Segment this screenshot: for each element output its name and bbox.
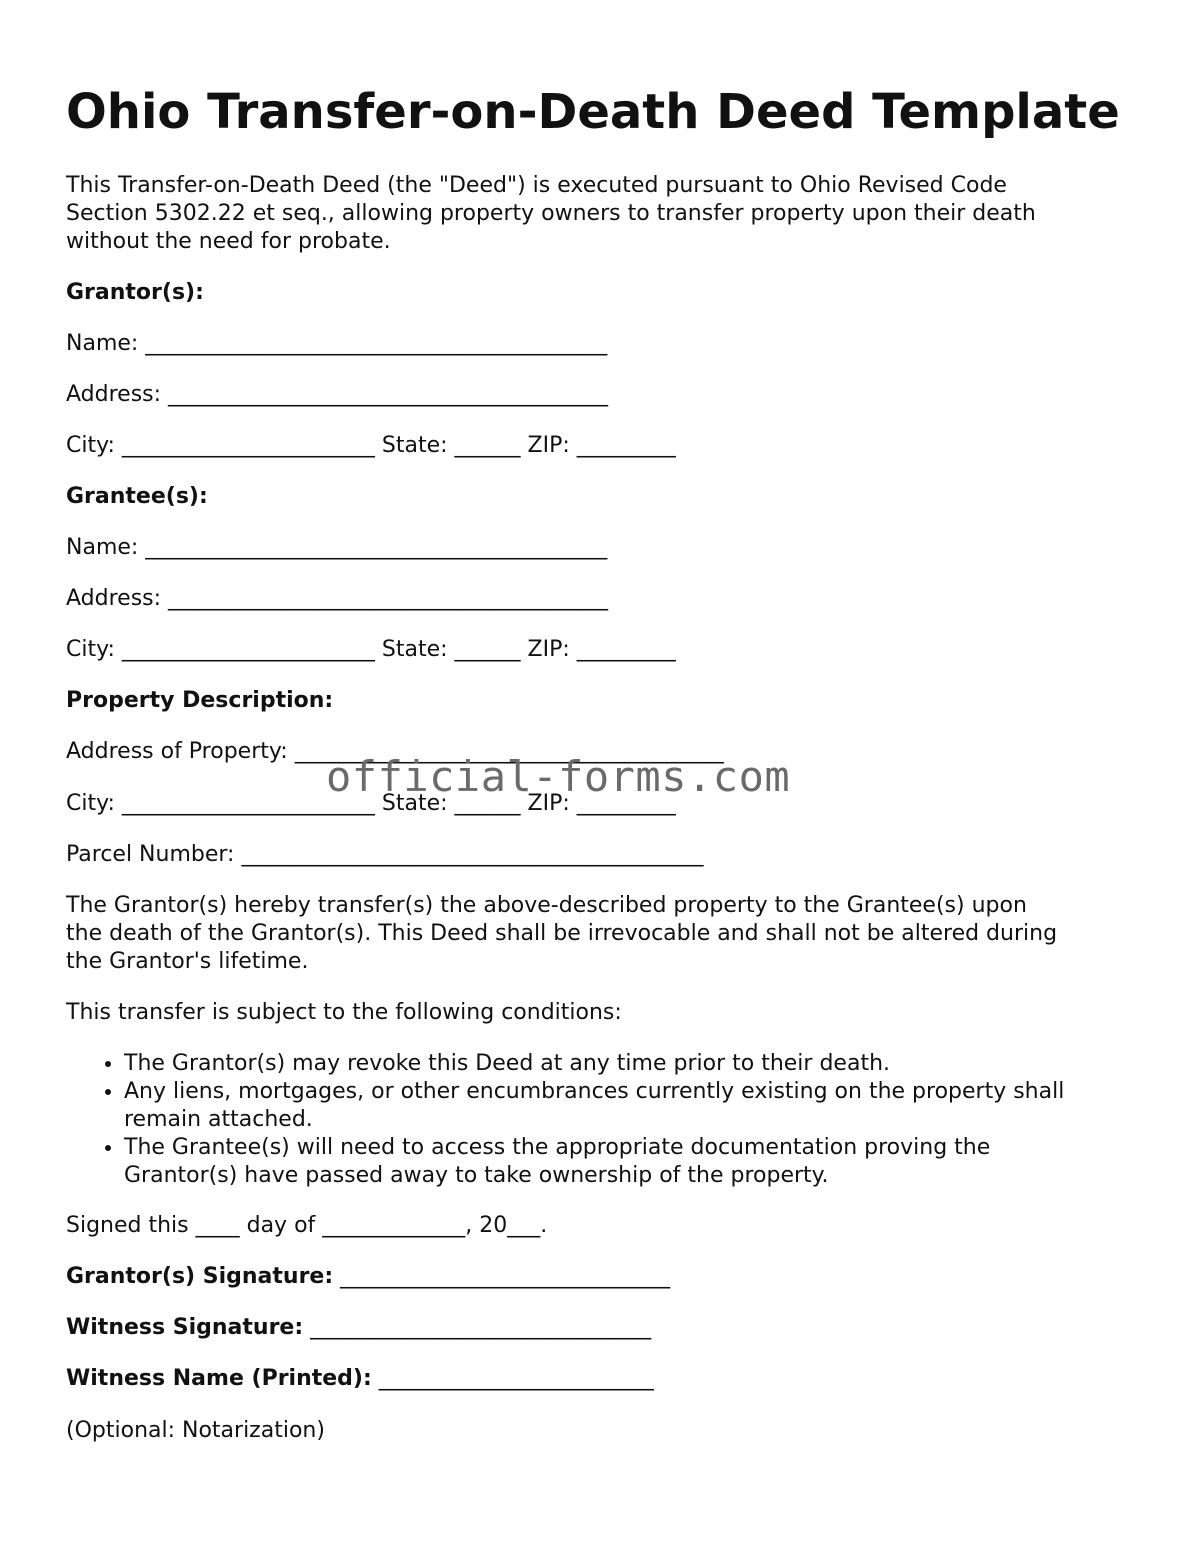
grantor-address-field[interactable]: Address: ________________________________________ bbox=[66, 382, 609, 407]
optional-notarization-note: (Optional: Notarization) bbox=[66, 1418, 325, 1443]
grantee-address-field[interactable]: Address: ________________________________________ bbox=[66, 586, 609, 611]
grantor-signature-label: Grantor(s) Signature: bbox=[66, 1264, 334, 1289]
transfer-line: the death of the Grantor(s). This Deed shall be irrevocable and shall not be altered during bbox=[66, 921, 1058, 946]
witness-name-label: Witness Name (Printed): bbox=[66, 1366, 372, 1391]
condition-line: Any liens, mortgages, or other encumbrances currently existing on the property shall bbox=[124, 1079, 1065, 1104]
transfer-line: the Grantor's lifetime. bbox=[66, 949, 309, 974]
witness-name-row bbox=[66, 1365, 654, 1393]
intro-line: without the need for probate. bbox=[66, 229, 391, 254]
witness-signature-row bbox=[66, 1314, 651, 1342]
witness-signature-field[interactable]: _______________________________ bbox=[310, 1315, 652, 1340]
condition-line: Grantor(s) have passed away to take ownership of the property. bbox=[124, 1163, 829, 1188]
witness-signature-label: Witness Signature: bbox=[66, 1315, 304, 1340]
witness-name-field[interactable]: _________________________ bbox=[378, 1366, 654, 1391]
list-item bbox=[124, 1078, 1064, 1134]
transfer-line: The Grantor(s) hereby transfer(s) the above-described property to the Grantee(s) upon bbox=[66, 893, 1027, 918]
intro-line: Section 5302.22 et seq., allowing property owners to transfer property upon their death bbox=[66, 201, 1036, 226]
intro-line: This Transfer-on-Death Deed (the "Deed") is executed pursuant to Ohio Revised Code bbox=[66, 173, 1007, 198]
grantor-signature-row bbox=[66, 1263, 670, 1291]
condition-line: The Grantor(s) may revoke this Deed at any time prior to their death. bbox=[124, 1051, 891, 1076]
grantor-heading: Grantor(s): bbox=[66, 280, 204, 305]
parcel-number-field[interactable]: Parcel Number: __________________________________________ bbox=[66, 842, 704, 867]
condition-line: The Grantee(s) will need to access the appropriate documentation proving the bbox=[124, 1135, 991, 1160]
grantor-city-state-zip-field[interactable]: City: _______________________ State: ______ ZIP: _________ bbox=[66, 433, 676, 458]
grantee-city-state-zip-field[interactable]: City: _______________________ State: ______ ZIP: _________ bbox=[66, 637, 676, 662]
intro-paragraph bbox=[66, 172, 1036, 256]
watermark: official-forms.com bbox=[326, 752, 791, 801]
grantee-heading: Grantee(s): bbox=[66, 484, 208, 509]
grantor-name-field[interactable]: Name: __________________________________________ bbox=[66, 331, 608, 356]
condition-line: remain attached. bbox=[124, 1107, 313, 1132]
page-title: Ohio Transfer-on-Death Deed Template bbox=[66, 84, 1120, 140]
property-heading: Property Description: bbox=[66, 688, 334, 713]
grantor-signature-field[interactable]: ______________________________ bbox=[340, 1264, 671, 1289]
list-item bbox=[124, 1134, 1064, 1190]
list-item bbox=[124, 1050, 1064, 1078]
conditions-intro: This transfer is subject to the following conditions: bbox=[66, 1000, 622, 1025]
transfer-paragraph bbox=[66, 892, 1057, 976]
conditions-list bbox=[66, 1050, 1064, 1190]
grantee-name-field[interactable]: Name: __________________________________________ bbox=[66, 535, 608, 560]
signed-date-field[interactable]: Signed this ____ day of _____________, 20___. bbox=[66, 1213, 548, 1238]
property-city-state-zip-field[interactable]: City: _______________________ State: ______ ZIP: _________ bbox=[66, 791, 676, 816]
property-address-field[interactable]: Address of Property: _______________________________________ bbox=[66, 739, 724, 764]
